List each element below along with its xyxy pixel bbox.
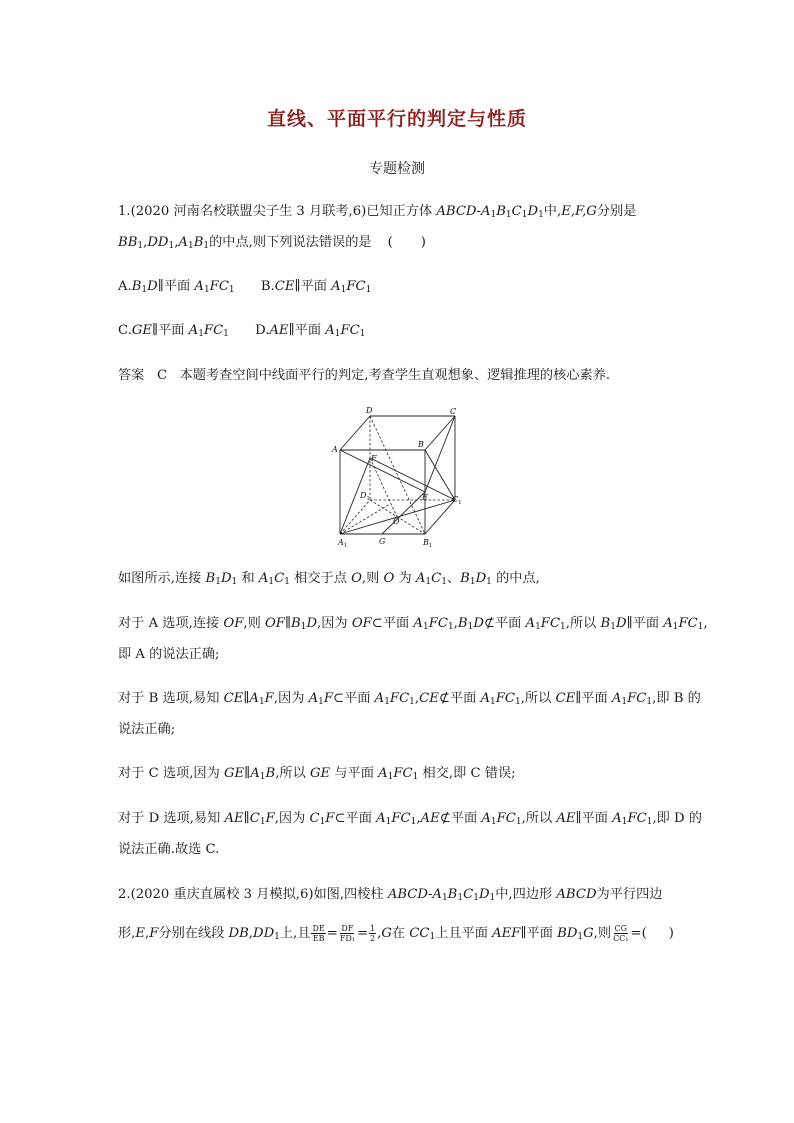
line-a-e <box>340 450 425 492</box>
q1-line-1: 1.(2020 河南名校联盟尖子生 3 月联考,6)已知正方体 ABCD-$A_1B_1C_1D_1$中,E,F,G分别是 <box>118 204 637 220</box>
fraction-de-eb: $\frac{DE}{EB}$ <box>312 924 325 943</box>
answer-explanation: 本题考查空间中线面平行的判定,考查学生直观想象、逻辑推理的核心素养. <box>179 368 611 383</box>
solution-intro: 如图所示,连接 $B_1D_1$ 和 $A_1C_1$ 相交于点 O,则 O 为 $A_1C_1$、$B_1D_1$ 的中点, <box>118 571 540 587</box>
option-a: $A.B_1D\parallel$平面 $A_1FC_1$ <box>118 279 235 295</box>
cube-figure <box>330 404 464 548</box>
hidden-edge-a1d1 <box>340 500 370 534</box>
fraction-cg-cc1: $\frac{CG}{\text{CC₁}}$ <box>613 924 629 943</box>
label-o: O <box>393 517 400 526</box>
solution-c-line: 对于 C 选项,因为 $GE\parallel A_1B$,所以 GE 与平面 $A_1FC_1$ 相交,即 C 错误; <box>118 766 516 782</box>
q2-line-2: 形,E,F分别在线段 $DB,DD_1$上,且 $\frac{DE}{EB}$ = $\frac{DF}{\text{FD₁}}$ = $\frac{1}{2}$ ,G在 $CC_1$上且平面 AEF∥平面 $BD_1G$,则 $\frac{CG}{\text{CC₁}}$ =( ) <box>118 924 674 943</box>
label-a: A <box>332 445 338 454</box>
solution-d-line-1: 对于 D 选项,易知 $AE\parallel C_1F$,因为 $C_1F\subset$平面 $A_1FC_1,AE⊄$平面 $A_1FC_1$,所以 AE∥平面 $A_1FC_1$,即 D 的 <box>118 811 702 827</box>
solution-b-line-1: 对于 B 选项,易知 $CE\parallel A_1F$,因为 $A_1F\subset$平面 $A_1FC_1,CE⊄$平面 $A_1FC_1$,所以 CE∥平面 $A_1FC_1$,即 B 的 <box>118 691 701 707</box>
edge-b1c1 <box>425 500 455 534</box>
answer-label: 答案 <box>118 368 145 383</box>
label-e: E <box>422 493 428 502</box>
answer-blank: () <box>387 235 454 250</box>
solution-d-line-2: 说法正确.故选 C. <box>118 842 220 857</box>
label-c1: $C_1$ <box>452 495 462 506</box>
option-c: C.GE∥平面 $A_1FC_1$ <box>118 323 229 339</box>
edge-ad <box>340 416 370 450</box>
q1-options-row-1 <box>118 278 371 296</box>
section-subtitle: 专题检测 <box>369 161 425 177</box>
q2-line-1: 2.(2020 重庆直属校 3 月模拟,6)如图,四棱柱 ABCD-$A_1B_1C_1D_1$中,四边形 ABCD为平行四边 <box>118 887 663 903</box>
label-b1: $B_1$ <box>423 538 433 548</box>
solution-b-line-2: 说法正确; <box>118 722 176 737</box>
label-g: G <box>379 537 386 546</box>
fraction-df-fd1: $\frac{DF}{\text{FD₁}}$ <box>339 924 355 943</box>
solution-a-line-1-full: 对于 A 选项,连接 OF,则 $OF\parallel B_1D$,因为 OF⊂平面 $A_1FC_1,B_1D⊄$平面 $A_1FC_1$,所以 $B_1D\parallel$平面 $A_1FC_1$, <box>118 616 708 632</box>
answer-choice: C <box>156 368 168 383</box>
label-c: C <box>450 407 457 416</box>
edge-bc <box>425 416 455 450</box>
line-c-e <box>425 416 455 492</box>
option-d: D.AE∥平面 $A_1FC_1$ <box>255 323 366 339</box>
label-d: D <box>366 406 373 415</box>
solution-a-line-2: 即 A 的说法正确; <box>118 647 220 662</box>
label-a1: $A_1$ <box>338 538 348 548</box>
q1-options-row-2 <box>118 322 365 340</box>
option-b: B.CE∥平面 $A_1FC_1$ <box>260 279 372 295</box>
q1-line-2: $BB_1,DD_1,A_1B_1$的中点,则下列说法错误的是 () <box>118 235 454 251</box>
line-g-e <box>382 492 425 534</box>
fraction-half: $\frac{1}{2}$ <box>370 924 376 943</box>
answer-line <box>118 367 610 385</box>
label-d1: $D_1$ <box>360 491 370 502</box>
label-f: F <box>371 454 377 463</box>
hidden-line-a1-aux <box>340 504 390 534</box>
page-title: 直线、平面平行的判定与性质 <box>266 108 527 130</box>
label-b: B <box>418 440 424 449</box>
